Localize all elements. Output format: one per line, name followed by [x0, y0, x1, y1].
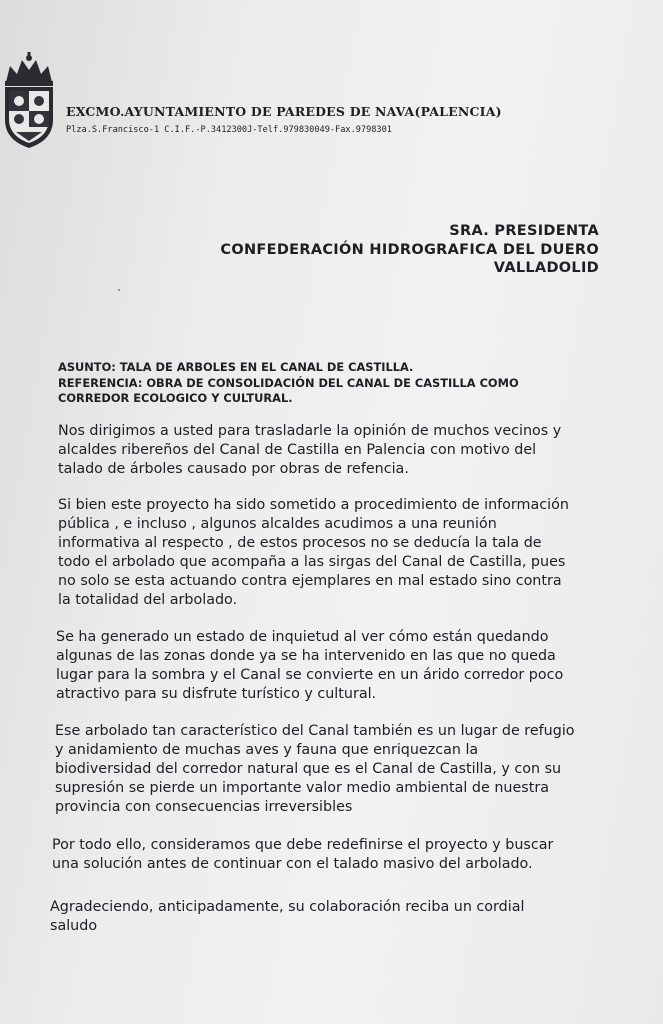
paragraph-line: no solo se esta actuando contra ejemplares en mal estado sino contra: [58, 573, 562, 590]
subject-block: [58, 360, 606, 407]
paragraph-line: Se ha generado un estado de inquietud al ver cómo están quedando: [56, 629, 549, 645]
paragraph-line: alcaldes ribereños del Canal de Castilla en Palencia con motivo del: [58, 442, 537, 459]
paragraph-line: la totalidad del arbolado.: [58, 592, 238, 609]
paragraph-line: Por todo ello, consideramos que debe redefinirse el proyecto y buscar: [52, 837, 554, 853]
paragraph-2: [58, 496, 606, 611]
paragraph-4: [55, 722, 603, 817]
paragraph-line: algunas de las zonas donde ya se ha intervenido en las que no queda: [56, 648, 556, 665]
subject-referencia: REFERENCIA: OBRA DE CONSOLIDACIÓN DEL CANAL DE CASTILLA COMO: [58, 375, 519, 390]
paragraph-1: [58, 422, 606, 479]
paragraph-line: talado de árboles causado por obras de refencia.: [58, 461, 409, 478]
recipient-title: SRA. PRESIDENTA: [449, 223, 599, 239]
paragraph-closing: [50, 898, 598, 936]
paragraph-line: una solución antes de continuar con el talado masivo del arbolado.: [52, 856, 533, 873]
paper-speck: [118, 289, 120, 291]
paragraph-5: [52, 836, 600, 874]
paragraph-line: Ese arbolado tan característico del Canal también es un lugar de refugio: [55, 723, 575, 739]
paragraph-line: Agradeciendo, anticipadamente, su colaboración reciba un cordial: [50, 899, 525, 915]
paragraph-line: y anidamiento de muchas aves y fauna que enriquezcan la: [55, 742, 479, 759]
coat-of-arms-icon: [0, 52, 58, 150]
subject-asunto: ASUNTO: TALA DE ARBOLES EN EL CANAL DE CASTILLA.: [58, 360, 414, 374]
paragraph-line: supresión se pierde un importante valor medio ambiental de nuestra: [55, 780, 549, 797]
paragraph-line: atractivo para su disfrute turístico y cultural.: [56, 686, 377, 703]
paragraph-line: informativa al respecto , de estos procesos no se deducía la tala de: [58, 535, 542, 552]
organization-name: EXCMO.AYUNTAMIENTO DE PAREDES DE NAVA(PALENCIA): [66, 104, 502, 119]
paragraph-line: provincia con consecuencias irreversibles: [55, 799, 353, 816]
paragraph-line: biodiversidad del corredor natural que es el Canal de Castilla, y con su: [55, 761, 562, 778]
paragraph-line: Nos dirigimos a usted para trasladarle la opinión de muchos vecinos y: [58, 423, 562, 439]
paragraph-line: Si bien este proyecto ha sido sometido a procedimiento de información: [58, 497, 569, 513]
paragraph-line: lugar para la sombra y el Canal se convierte en un árido corredor poco: [56, 667, 564, 684]
recipient-block: [220, 222, 599, 278]
paragraph-line: pública , e incluso , algunos alcaldes acudimos a una reunión: [58, 516, 497, 533]
recipient-organization: CONFEDERACIÓN HIDROGRAFICA DEL DUERO: [220, 241, 599, 258]
organization-address: Plza.S.Francisco-1 C.I.F.-P.3412300J-Telf.979830049-Fax.9798301: [66, 125, 392, 135]
paragraph-line: todo el arbolado que acompaña a las sirgas del Canal de Castilla, pues: [58, 554, 566, 571]
recipient-city: VALLADOLID: [493, 260, 599, 276]
subject-referencia-cont: CORREDOR ECOLOGICO Y CULTURAL.: [58, 391, 293, 405]
paragraph-line: saludo: [50, 918, 98, 935]
paragraph-3: [56, 628, 604, 704]
